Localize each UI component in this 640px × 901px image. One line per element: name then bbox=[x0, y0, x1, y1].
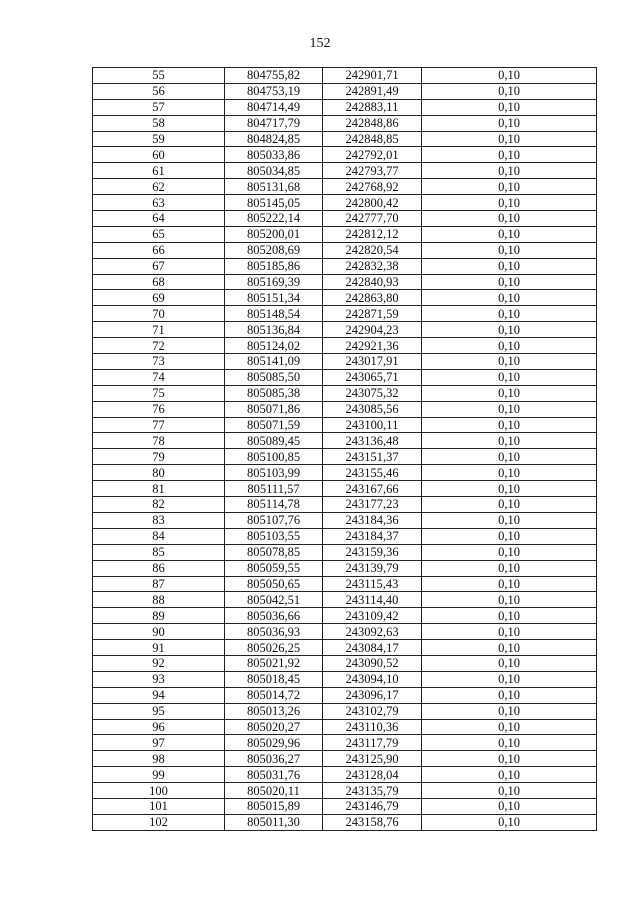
x-coordinate-cell: 805036,93 bbox=[225, 624, 323, 640]
point-number-cell: 90 bbox=[93, 624, 225, 640]
accuracy-cell: 0,10 bbox=[422, 528, 597, 544]
coordinates-table-body bbox=[93, 68, 597, 831]
x-coordinate-cell: 805050,65 bbox=[225, 576, 323, 592]
point-number-cell: 75 bbox=[93, 385, 225, 401]
accuracy-cell: 0,10 bbox=[422, 624, 597, 640]
y-coordinate-cell: 243177,23 bbox=[323, 497, 422, 513]
point-number-cell: 61 bbox=[93, 163, 225, 179]
y-coordinate-cell: 242832,38 bbox=[323, 258, 422, 274]
point-number-cell: 100 bbox=[93, 783, 225, 799]
y-coordinate-cell: 243094,10 bbox=[323, 671, 422, 687]
table-row bbox=[93, 401, 597, 417]
table-row bbox=[93, 195, 597, 211]
point-number-cell: 55 bbox=[93, 68, 225, 84]
table-row bbox=[93, 68, 597, 84]
x-coordinate-cell: 805015,89 bbox=[225, 798, 323, 814]
accuracy-cell: 0,10 bbox=[422, 274, 597, 290]
accuracy-cell: 0,10 bbox=[422, 767, 597, 783]
x-coordinate-cell: 805151,34 bbox=[225, 290, 323, 306]
point-number-cell: 98 bbox=[93, 751, 225, 767]
table-row bbox=[93, 290, 597, 306]
point-number-cell: 96 bbox=[93, 719, 225, 735]
table-row bbox=[93, 179, 597, 195]
y-coordinate-cell: 242820,54 bbox=[323, 242, 422, 258]
point-number-cell: 56 bbox=[93, 83, 225, 99]
accuracy-cell: 0,10 bbox=[422, 481, 597, 497]
y-coordinate-cell: 243114,40 bbox=[323, 592, 422, 608]
x-coordinate-cell: 805141,09 bbox=[225, 354, 323, 370]
accuracy-cell: 0,10 bbox=[422, 814, 597, 830]
table-row bbox=[93, 322, 597, 338]
y-coordinate-cell: 243100,11 bbox=[323, 417, 422, 433]
point-number-cell: 69 bbox=[93, 290, 225, 306]
point-number-cell: 84 bbox=[93, 528, 225, 544]
x-coordinate-cell: 805020,27 bbox=[225, 719, 323, 735]
table-row bbox=[93, 624, 597, 640]
accuracy-cell: 0,10 bbox=[422, 655, 597, 671]
x-coordinate-cell: 805036,27 bbox=[225, 751, 323, 767]
table-row bbox=[93, 369, 597, 385]
point-number-cell: 62 bbox=[93, 179, 225, 195]
table-row bbox=[93, 354, 597, 370]
accuracy-cell: 0,10 bbox=[422, 671, 597, 687]
table-row bbox=[93, 163, 597, 179]
y-coordinate-cell: 243017,91 bbox=[323, 354, 422, 370]
table-row bbox=[93, 131, 597, 147]
accuracy-cell: 0,10 bbox=[422, 306, 597, 322]
point-number-cell: 81 bbox=[93, 481, 225, 497]
y-coordinate-cell: 242921,36 bbox=[323, 338, 422, 354]
point-number-cell: 102 bbox=[93, 814, 225, 830]
table-row bbox=[93, 767, 597, 783]
x-coordinate-cell: 805034,85 bbox=[225, 163, 323, 179]
point-number-cell: 73 bbox=[93, 354, 225, 370]
table-row bbox=[93, 798, 597, 814]
table-row bbox=[93, 226, 597, 242]
y-coordinate-cell: 243110,36 bbox=[323, 719, 422, 735]
accuracy-cell: 0,10 bbox=[422, 147, 597, 163]
point-number-cell: 89 bbox=[93, 608, 225, 624]
accuracy-cell: 0,10 bbox=[422, 226, 597, 242]
y-coordinate-cell: 243075,32 bbox=[323, 385, 422, 401]
table-row bbox=[93, 592, 597, 608]
point-number-cell: 93 bbox=[93, 671, 225, 687]
table-row bbox=[93, 703, 597, 719]
point-number-cell: 88 bbox=[93, 592, 225, 608]
accuracy-cell: 0,10 bbox=[422, 465, 597, 481]
y-coordinate-cell: 243167,66 bbox=[323, 481, 422, 497]
table-row bbox=[93, 608, 597, 624]
table-row bbox=[93, 544, 597, 560]
table-row bbox=[93, 576, 597, 592]
point-number-cell: 82 bbox=[93, 497, 225, 513]
point-number-cell: 78 bbox=[93, 433, 225, 449]
x-coordinate-cell: 805111,57 bbox=[225, 481, 323, 497]
table-row bbox=[93, 385, 597, 401]
y-coordinate-cell: 242848,85 bbox=[323, 131, 422, 147]
y-coordinate-cell: 243117,79 bbox=[323, 735, 422, 751]
point-number-cell: 70 bbox=[93, 306, 225, 322]
x-coordinate-cell: 805029,96 bbox=[225, 735, 323, 751]
y-coordinate-cell: 243151,37 bbox=[323, 449, 422, 465]
table-row bbox=[93, 242, 597, 258]
point-number-cell: 68 bbox=[93, 274, 225, 290]
y-coordinate-cell: 243184,36 bbox=[323, 512, 422, 528]
y-coordinate-cell: 242792,01 bbox=[323, 147, 422, 163]
x-coordinate-cell: 805114,78 bbox=[225, 497, 323, 513]
accuracy-cell: 0,10 bbox=[422, 449, 597, 465]
accuracy-cell: 0,10 bbox=[422, 163, 597, 179]
table-row bbox=[93, 211, 597, 227]
y-coordinate-cell: 242793,77 bbox=[323, 163, 422, 179]
table-row bbox=[93, 115, 597, 131]
x-coordinate-cell: 805148,54 bbox=[225, 306, 323, 322]
accuracy-cell: 0,10 bbox=[422, 211, 597, 227]
x-coordinate-cell: 805103,99 bbox=[225, 465, 323, 481]
y-coordinate-cell: 243102,79 bbox=[323, 703, 422, 719]
table-row bbox=[93, 449, 597, 465]
y-coordinate-cell: 243065,71 bbox=[323, 369, 422, 385]
table-row bbox=[93, 274, 597, 290]
x-coordinate-cell: 805222,14 bbox=[225, 211, 323, 227]
y-coordinate-cell: 243096,17 bbox=[323, 687, 422, 703]
point-number-cell: 94 bbox=[93, 687, 225, 703]
x-coordinate-cell: 804824,85 bbox=[225, 131, 323, 147]
x-coordinate-cell: 805103,55 bbox=[225, 528, 323, 544]
y-coordinate-cell: 242883,11 bbox=[323, 99, 422, 115]
y-coordinate-cell: 242848,86 bbox=[323, 115, 422, 131]
table-row bbox=[93, 560, 597, 576]
point-number-cell: 79 bbox=[93, 449, 225, 465]
x-coordinate-cell: 805208,69 bbox=[225, 242, 323, 258]
table-row bbox=[93, 640, 597, 656]
point-number-cell: 85 bbox=[93, 544, 225, 560]
accuracy-cell: 0,10 bbox=[422, 560, 597, 576]
x-coordinate-cell: 805089,45 bbox=[225, 433, 323, 449]
accuracy-cell: 0,10 bbox=[422, 115, 597, 131]
y-coordinate-cell: 243146,79 bbox=[323, 798, 422, 814]
accuracy-cell: 0,10 bbox=[422, 131, 597, 147]
y-coordinate-cell: 243155,46 bbox=[323, 465, 422, 481]
y-coordinate-cell: 242863,80 bbox=[323, 290, 422, 306]
point-number-cell: 86 bbox=[93, 560, 225, 576]
table-row bbox=[93, 433, 597, 449]
accuracy-cell: 0,10 bbox=[422, 83, 597, 99]
accuracy-cell: 0,10 bbox=[422, 385, 597, 401]
accuracy-cell: 0,10 bbox=[422, 735, 597, 751]
table-row bbox=[93, 481, 597, 497]
x-coordinate-cell: 805136,84 bbox=[225, 322, 323, 338]
point-number-cell: 58 bbox=[93, 115, 225, 131]
accuracy-cell: 0,10 bbox=[422, 640, 597, 656]
point-number-cell: 101 bbox=[93, 798, 225, 814]
accuracy-cell: 0,10 bbox=[422, 783, 597, 799]
accuracy-cell: 0,10 bbox=[422, 68, 597, 84]
accuracy-cell: 0,10 bbox=[422, 576, 597, 592]
accuracy-cell: 0,10 bbox=[422, 433, 597, 449]
accuracy-cell: 0,10 bbox=[422, 497, 597, 513]
x-coordinate-cell: 805042,51 bbox=[225, 592, 323, 608]
y-coordinate-cell: 242800,42 bbox=[323, 195, 422, 211]
y-coordinate-cell: 243158,76 bbox=[323, 814, 422, 830]
point-number-cell: 92 bbox=[93, 655, 225, 671]
x-coordinate-cell: 805011,30 bbox=[225, 814, 323, 830]
point-number-cell: 99 bbox=[93, 767, 225, 783]
x-coordinate-cell: 805078,85 bbox=[225, 544, 323, 560]
x-coordinate-cell: 804717,79 bbox=[225, 115, 323, 131]
y-coordinate-cell: 243125,90 bbox=[323, 751, 422, 767]
y-coordinate-cell: 242840,93 bbox=[323, 274, 422, 290]
table-row bbox=[93, 417, 597, 433]
table-row bbox=[93, 99, 597, 115]
table-row bbox=[93, 735, 597, 751]
accuracy-cell: 0,10 bbox=[422, 354, 597, 370]
y-coordinate-cell: 243184,37 bbox=[323, 528, 422, 544]
y-coordinate-cell: 243115,43 bbox=[323, 576, 422, 592]
x-coordinate-cell: 805100,85 bbox=[225, 449, 323, 465]
point-number-cell: 83 bbox=[93, 512, 225, 528]
y-coordinate-cell: 242901,71 bbox=[323, 68, 422, 84]
point-number-cell: 97 bbox=[93, 735, 225, 751]
y-coordinate-cell: 243135,79 bbox=[323, 783, 422, 799]
x-coordinate-cell: 805085,38 bbox=[225, 385, 323, 401]
table-row bbox=[93, 147, 597, 163]
accuracy-cell: 0,10 bbox=[422, 703, 597, 719]
accuracy-cell: 0,10 bbox=[422, 544, 597, 560]
x-coordinate-cell: 805031,76 bbox=[225, 767, 323, 783]
table-row bbox=[93, 83, 597, 99]
point-number-cell: 87 bbox=[93, 576, 225, 592]
accuracy-cell: 0,10 bbox=[422, 719, 597, 735]
y-coordinate-cell: 242812,12 bbox=[323, 226, 422, 242]
x-coordinate-cell: 805013,26 bbox=[225, 703, 323, 719]
x-coordinate-cell: 805145,05 bbox=[225, 195, 323, 211]
y-coordinate-cell: 243128,04 bbox=[323, 767, 422, 783]
accuracy-cell: 0,10 bbox=[422, 258, 597, 274]
table-row bbox=[93, 687, 597, 703]
point-number-cell: 76 bbox=[93, 401, 225, 417]
accuracy-cell: 0,10 bbox=[422, 179, 597, 195]
table-row bbox=[93, 528, 597, 544]
y-coordinate-cell: 243085,56 bbox=[323, 401, 422, 417]
point-number-cell: 57 bbox=[93, 99, 225, 115]
y-coordinate-cell: 242904,23 bbox=[323, 322, 422, 338]
accuracy-cell: 0,10 bbox=[422, 99, 597, 115]
x-coordinate-cell: 805059,55 bbox=[225, 560, 323, 576]
table-row bbox=[93, 258, 597, 274]
x-coordinate-cell: 805020,11 bbox=[225, 783, 323, 799]
x-coordinate-cell: 805124,02 bbox=[225, 338, 323, 354]
table-row bbox=[93, 306, 597, 322]
table-row bbox=[93, 783, 597, 799]
point-number-cell: 91 bbox=[93, 640, 225, 656]
x-coordinate-cell: 805033,86 bbox=[225, 147, 323, 163]
accuracy-cell: 0,10 bbox=[422, 242, 597, 258]
point-number-cell: 72 bbox=[93, 338, 225, 354]
y-coordinate-cell: 243090,52 bbox=[323, 655, 422, 671]
point-number-cell: 74 bbox=[93, 369, 225, 385]
table-row bbox=[93, 497, 597, 513]
accuracy-cell: 0,10 bbox=[422, 290, 597, 306]
y-coordinate-cell: 243139,79 bbox=[323, 560, 422, 576]
x-coordinate-cell: 804714,49 bbox=[225, 99, 323, 115]
y-coordinate-cell: 242891,49 bbox=[323, 83, 422, 99]
y-coordinate-cell: 242871,59 bbox=[323, 306, 422, 322]
accuracy-cell: 0,10 bbox=[422, 592, 597, 608]
table-row bbox=[93, 338, 597, 354]
point-number-cell: 65 bbox=[93, 226, 225, 242]
table-row bbox=[93, 671, 597, 687]
x-coordinate-cell: 805021,92 bbox=[225, 655, 323, 671]
y-coordinate-cell: 242777,70 bbox=[323, 211, 422, 227]
point-number-cell: 77 bbox=[93, 417, 225, 433]
x-coordinate-cell: 805185,86 bbox=[225, 258, 323, 274]
coordinates-table bbox=[92, 67, 597, 831]
table-row bbox=[93, 751, 597, 767]
point-number-cell: 63 bbox=[93, 195, 225, 211]
accuracy-cell: 0,10 bbox=[422, 512, 597, 528]
point-number-cell: 67 bbox=[93, 258, 225, 274]
y-coordinate-cell: 243109,42 bbox=[323, 608, 422, 624]
point-number-cell: 95 bbox=[93, 703, 225, 719]
accuracy-cell: 0,10 bbox=[422, 608, 597, 624]
accuracy-cell: 0,10 bbox=[422, 195, 597, 211]
x-coordinate-cell: 805131,68 bbox=[225, 179, 323, 195]
x-coordinate-cell: 805107,76 bbox=[225, 512, 323, 528]
x-coordinate-cell: 805200,01 bbox=[225, 226, 323, 242]
x-coordinate-cell: 805085,50 bbox=[225, 369, 323, 385]
x-coordinate-cell: 805071,86 bbox=[225, 401, 323, 417]
point-number-cell: 59 bbox=[93, 131, 225, 147]
accuracy-cell: 0,10 bbox=[422, 798, 597, 814]
y-coordinate-cell: 243084,17 bbox=[323, 640, 422, 656]
table-row bbox=[93, 512, 597, 528]
accuracy-cell: 0,10 bbox=[422, 338, 597, 354]
table-row bbox=[93, 655, 597, 671]
accuracy-cell: 0,10 bbox=[422, 369, 597, 385]
x-coordinate-cell: 805169,39 bbox=[225, 274, 323, 290]
x-coordinate-cell: 805026,25 bbox=[225, 640, 323, 656]
point-number-cell: 64 bbox=[93, 211, 225, 227]
x-coordinate-cell: 805014,72 bbox=[225, 687, 323, 703]
x-coordinate-cell: 805018,45 bbox=[225, 671, 323, 687]
accuracy-cell: 0,10 bbox=[422, 322, 597, 338]
y-coordinate-cell: 243159,36 bbox=[323, 544, 422, 560]
x-coordinate-cell: 805071,59 bbox=[225, 417, 323, 433]
point-number-cell: 71 bbox=[93, 322, 225, 338]
x-coordinate-cell: 804755,82 bbox=[225, 68, 323, 84]
y-coordinate-cell: 243092,63 bbox=[323, 624, 422, 640]
page-number: 152 bbox=[309, 36, 331, 51]
accuracy-cell: 0,10 bbox=[422, 417, 597, 433]
y-coordinate-cell: 243136,48 bbox=[323, 433, 422, 449]
x-coordinate-cell: 804753,19 bbox=[225, 83, 323, 99]
x-coordinate-cell: 805036,66 bbox=[225, 608, 323, 624]
point-number-cell: 60 bbox=[93, 147, 225, 163]
table-row bbox=[93, 814, 597, 830]
accuracy-cell: 0,10 bbox=[422, 751, 597, 767]
accuracy-cell: 0,10 bbox=[422, 401, 597, 417]
table-row bbox=[93, 719, 597, 735]
table-row bbox=[93, 465, 597, 481]
point-number-cell: 80 bbox=[93, 465, 225, 481]
point-number-cell: 66 bbox=[93, 242, 225, 258]
accuracy-cell: 0,10 bbox=[422, 687, 597, 703]
y-coordinate-cell: 242768,92 bbox=[323, 179, 422, 195]
